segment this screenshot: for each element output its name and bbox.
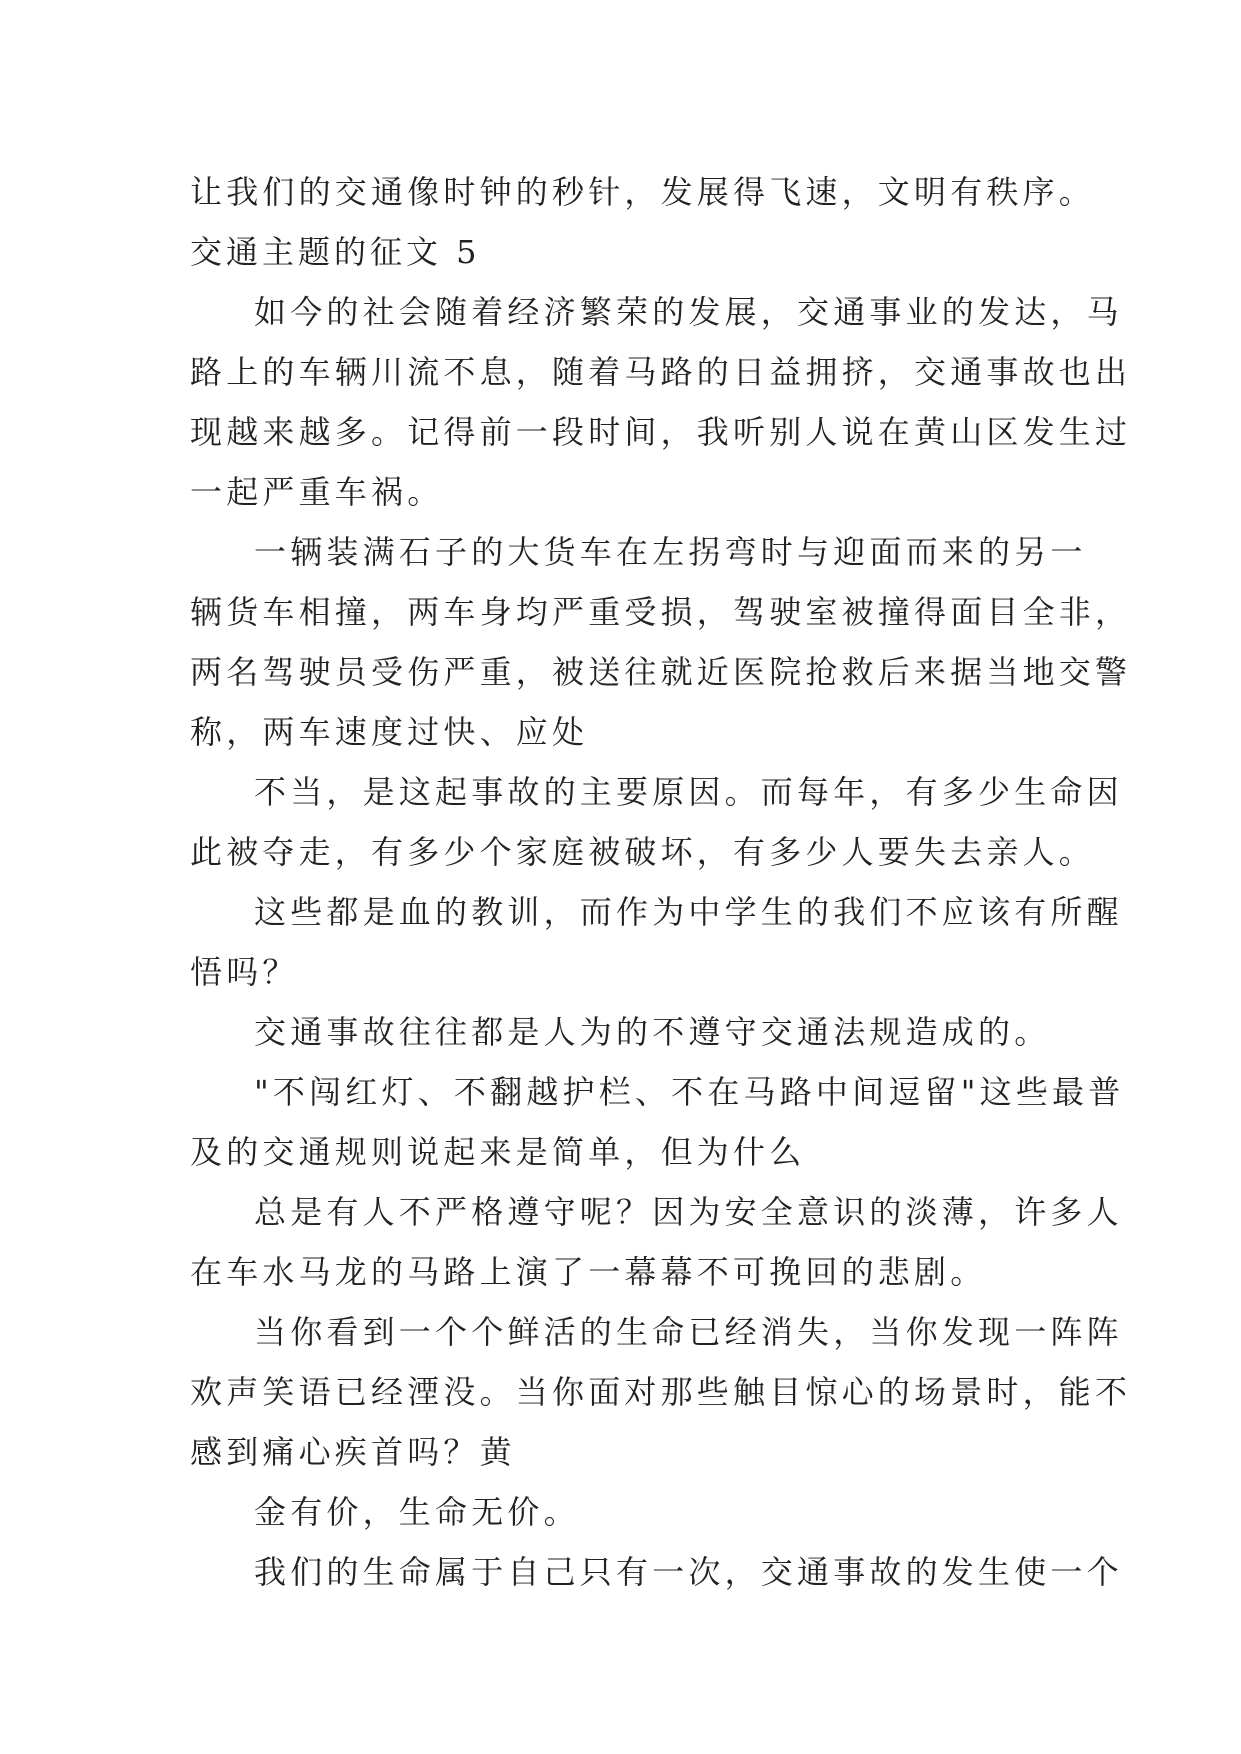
paragraph-line: 交通事故往往都是人为的不遵守交通法规造成的。 [254,1013,1051,1051]
paragraph-line: 路上的车辆川流不息，随着马路的日益拥挤，交通事故也出 [190,353,1132,391]
paragraph-line: 感到痛心疾首吗？黄 [190,1433,516,1471]
paragraph-line: 两名驾驶员受伤严重，被送往就近医院抢救后来据当地交警 [190,653,1132,691]
paragraph-line: 辆货车相撞，两车身均严重受损，驾驶室被撞得面目全非， [190,593,1132,631]
paragraph-line: 一辆装满石子的大货车在左拐弯时与迎面而来的另一 [254,533,1087,571]
paragraph-line: 我们的生命属于自己只有一次，交通事故的发生使一个 [254,1553,1123,1591]
paragraph-line: 金有价，生命无价。 [254,1493,580,1531]
document-body [190,162,1132,1602]
paragraph-line: 一起严重车祸。 [190,473,444,511]
paragraph-line: 欢声笑语已经湮没。当你面对那些触目惊心的场景时，能不 [190,1373,1132,1411]
paragraph-line: "不闯红灯、不翻越护栏、不在马路中间逗留"这些最普 [254,1073,1125,1111]
paragraph-line: 总是有人不严格遵守呢？因为安全意识的淡薄，许多人 [254,1193,1123,1231]
paragraph-line: 不当，是这起事故的主要原因。而每年，有多少生命因 [254,773,1123,811]
text-line-continuation: 让我们的交通像时钟的秒针，发展得飞速，文明有秩序。 [190,173,1096,211]
paragraph-line: 悟吗？ [190,953,299,991]
paragraph-line: 当你看到一个个鲜活的生命已经消失，当你发现一阵阵 [254,1313,1123,1351]
paragraph-line: 及的交通规则说起来是简单，但为什么 [190,1133,806,1171]
paragraph-line: 这些都是血的教训，而作为中学生的我们不应该有所醒 [254,893,1123,931]
paragraph-line: 此被夺走，有多少个家庭被破坏，有多少人要失去亲人。 [190,833,1096,871]
paragraph-line: 现越来越多。记得前一段时间，我听别人说在黄山区发生过 [190,413,1132,451]
paragraph-line: 在车水马龙的马路上演了一幕幕不可挽回的悲剧。 [190,1253,987,1291]
paragraph-line: 称，两车速度过快、应处 [190,713,589,751]
section-heading: 交通主题的征文 5 [190,233,481,271]
paragraph-line: 如今的社会随着经济繁荣的发展，交通事业的发达，马 [254,293,1123,331]
